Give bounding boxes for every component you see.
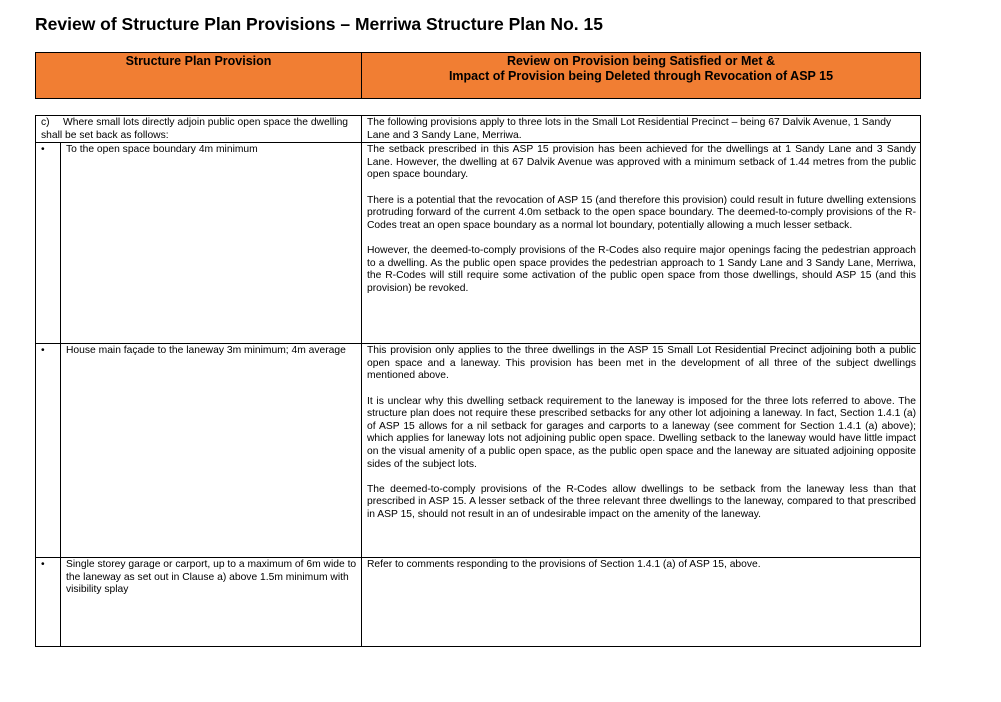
review-paragraph: Refer to comments responding to the provisions of Section 1.4.1 (a) of ASP 15, above.	[367, 559, 761, 571]
provision-text: Single storey garage or carport, up to a maximum of 6m wide to the laneway as set out in Clause a) above 1.5m minimum with visibility splay	[66, 559, 357, 596]
review-cell	[362, 116, 921, 143]
provision-text: To the open space boundary 4m minimum	[66, 144, 258, 156]
table-row	[36, 143, 921, 344]
bullet-cell	[36, 344, 61, 558]
bullet-marker: •	[41, 345, 45, 357]
header-table	[35, 52, 921, 99]
bullet-cell	[36, 143, 61, 344]
review-cell	[362, 558, 921, 647]
review-paragraph: The setback prescribed in this ASP 15 provision has been achieved for the dwellings at 1 Sandy Lane and 3 Sandy Lane. However, the dwelling at 67 Dalvik Avenue was approved with a minimum setback of 1.44 metres from the public open space boundary.	[367, 144, 916, 181]
header-col1-label: Structure Plan Provision	[125, 54, 272, 68]
provision-text: Where small lots directly adjoin public open space the dwelling shall be set back as follows:	[41, 117, 349, 141]
header-col2-line2: Impact of Provision being Deleted through Revocation of ASP 15	[448, 68, 834, 83]
review-paragraph: The following provisions apply to three lots in the Small Lot Residential Precinct – being 67 Dalvik Avenue, 1 Sandy Lane and 3 Sandy Lane, Merriwa.	[367, 117, 892, 141]
header-row	[36, 53, 921, 99]
review-paragraph: This provision only applies to the three dwellings in the ASP 15 Small Lot Residential Precinct adjoining both a public open space and a laneway. This provision has been met in the development of all three of the subject dwellings mentioned above.	[367, 345, 916, 382]
review-cell	[362, 143, 921, 344]
provision-cell	[36, 116, 362, 143]
provision-cell	[61, 344, 362, 558]
bullet-cell	[36, 558, 61, 647]
review-paragraph: There is a potential that the revocation of ASP 15 (and therefore this provision) could result in future dwelling extensions protruding forward of the current 4.0m setback to the open space boundary. The deemed-to-comply provisions of the R-Codes treat an open space boundary as a normal lot boundary, potentially allowing a much lesser setback.	[367, 194, 916, 231]
bullet-marker: •	[41, 559, 45, 571]
header-structure-plan-provision	[36, 53, 362, 99]
list-marker: c)	[41, 117, 50, 128]
provision-cell	[61, 143, 362, 344]
table-row	[36, 558, 921, 647]
header-review-column	[362, 53, 921, 99]
review-paragraph: However, the deemed-to-comply provisions of the R-Codes also require major openings facing the pedestrian approach to a dwelling. As the public open space provides the pedestrian approach to 1 Sandy Lane and 3 Sandy Lane, Merriwa, the R-Codes will still require some activation of the public open space from those dwellings, should ASP 15 (and this provision) be revoked.	[367, 244, 916, 294]
provision-cell	[61, 558, 362, 647]
header-col2-line1: Review on Provision being Satisfied or Met &	[506, 54, 776, 68]
table-row	[36, 116, 921, 143]
page-title: Review of Structure Plan Provisions – Merriwa Structure Plan No. 15	[35, 14, 603, 34]
review-cell	[362, 344, 921, 558]
table-row	[36, 344, 921, 558]
bullet-marker: •	[41, 144, 45, 156]
review-paragraph: It is unclear why this dwelling setback requirement to the laneway is imposed for the three lots referred to above. The structure plan does not require these prescribed setbacks for any other lot adjoining a laneway. In fact, Section 1.4.1 (a) of ASP 15 allows for a nil setback for garages and carports to a laneway (see comment for Section 1.4.1 (a) above); which applies for laneway lots not adjoining public open space. Dwelling setback to the laneway would have little impact on the visual amenity of a public open space, as the public open space and the laneway are situated adjoining opposite sides of the subject lots.	[367, 395, 916, 470]
provision-text: House main façade to the laneway 3m minimum; 4m average	[66, 345, 346, 357]
provisions-table	[35, 115, 921, 647]
review-paragraph: The deemed-to-comply provisions of the R-Codes allow dwellings to be setback from the laneway less than that prescribed in ASP 15. A lesser setback of the three relevant three dwellings to the laneway, compared to that prescribed in ASP 15, should not result in an of undesirable impact on the amenity of the laneway.	[367, 483, 916, 520]
